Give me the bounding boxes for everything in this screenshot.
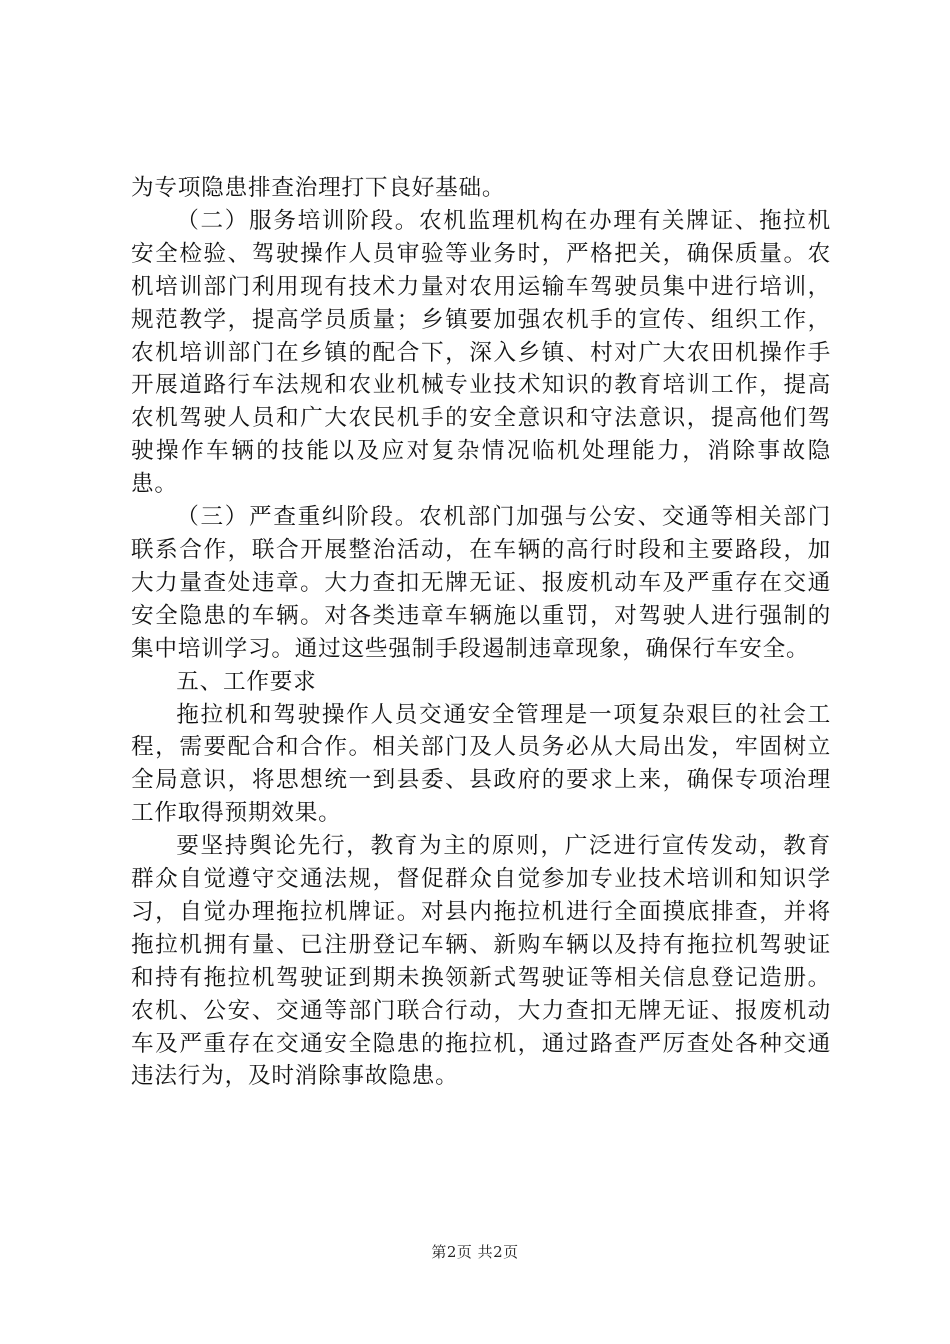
paragraph-safety-management: 拖拉机和驾驶操作人员交通安全管理是一项复杂艰巨的社会工程，需要配合和合作。相关部门及人员务必从大局出发，牢固树立全局意识，将思想统一到县委、县政府的要求上来，确保专项治理工作取得预期效果。 [131,701,831,827]
document-body [131,172,831,1093]
paragraph-continuation: 为专项隐患排查治理打下良好基础。 [131,175,506,201]
page-number: 第2页 共2页 [431,1243,519,1261]
paragraph-service-training: （二）服务培训阶段。农机监理机构在办理有关牌证、拖拉机安全检验、驾驶操作人员审验等业务时，严格把关，确保质量。农机培训部门利用现有技术力量对农用运输车驾驶员集中进行培训，规范教学，提高学员质量；乡镇要加强农机手的宣传、组织工作，农机培训部门在乡镇的配合下，深入乡镇、村对广大农田机操作手开展道路行车法规和农业机械专业技术知识的教育培训工作，提高农机驾驶人员和广大农民机手的安全意识和守法意识，提高他们驾驶操作车辆的技能以及应对复杂情况临机处理能力，消除事故隐患。 [131,207,831,498]
paragraph-strict-inspection: （三）严查重纠阶段。农机部门加强与公安、交通等相关部门联系合作，联合开展整治活动，在车辆的高行时段和主要路段，加大力量查处违章。大力查扣无牌无证、报废机动车及严重存在交通安全隐患的车辆。对各类违章车辆施以重罚，对驾驶人进行强制的集中培训学习。通过这些强制手段遏制违章现象，确保行车安全。 [131,504,831,662]
section-heading-work-requirements: 五、工作要求 [176,668,317,695]
paragraph-public-education: 要坚持舆论先行，教育为主的原则，广泛进行宣传发动，教育群众自觉遵守交通法规，督促群众自觉参加专业技术培训和知识学习，自觉办理拖拉机牌证。对县内拖拉机进行全面摸底排查，并将拖拉机拥有量、已注册登记车辆、新购车辆以及持有拖拉机驾驶证和持有拖拉机驾驶证到期未换领新式驾驶证等相关信息登记造册。农机、公安、交通等部门联合行动，大力查扣无牌无证、报废机动车及严重存在交通安全隐患的拖拉机，通过路查严厉查处各种交通违法行为，及时消除事故隐患。 [131,833,831,1090]
page-footer [0,1241,950,1262]
